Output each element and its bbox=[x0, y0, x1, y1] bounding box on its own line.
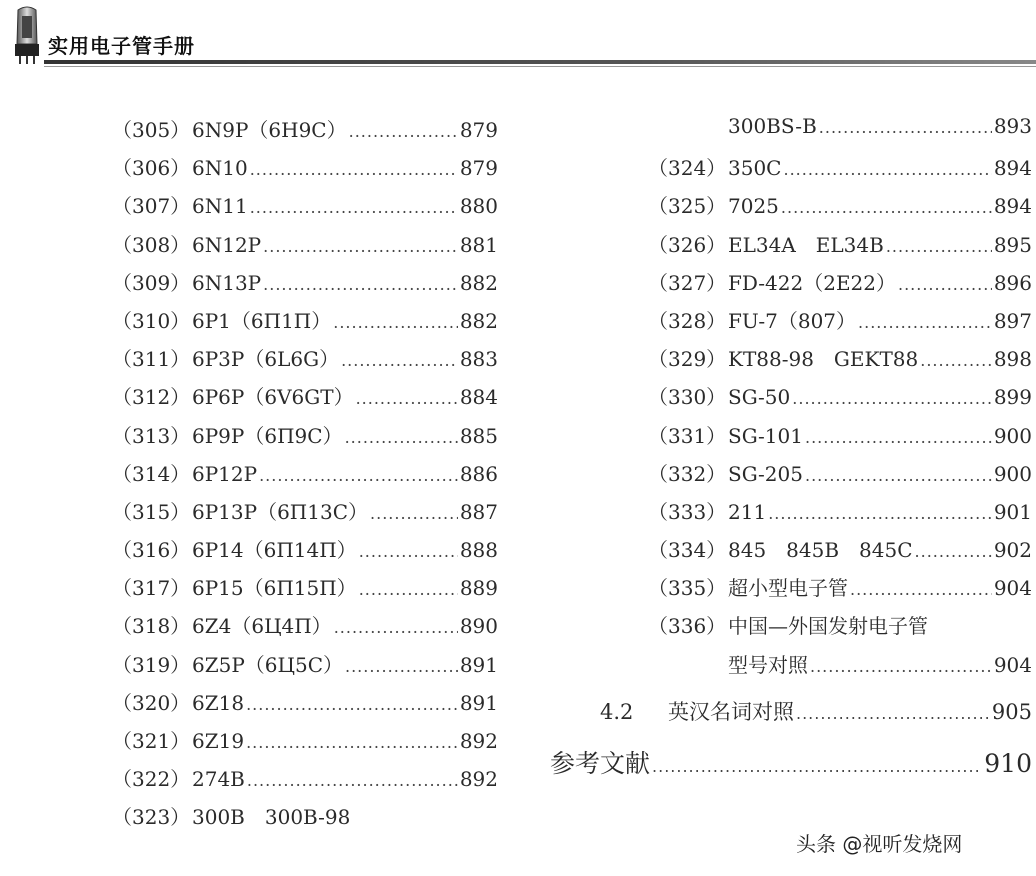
toc-entry bbox=[112, 496, 498, 534]
entry-number: （307） bbox=[112, 194, 191, 219]
entry-page: 882 bbox=[459, 270, 498, 295]
entry-page: 887 bbox=[459, 499, 498, 524]
entry-page: 899 bbox=[993, 385, 1032, 410]
entry-number: （327） bbox=[648, 270, 727, 295]
dot-leader bbox=[370, 504, 458, 523]
entry-number: （310） bbox=[112, 308, 191, 333]
entry-number: （331） bbox=[648, 423, 727, 448]
toc-entry bbox=[112, 305, 498, 343]
header-divider-thin bbox=[44, 66, 1036, 67]
entry-number: （336） bbox=[648, 614, 727, 639]
entry-number: （315） bbox=[112, 499, 191, 524]
toc-entry bbox=[112, 420, 498, 458]
entry-page: 879 bbox=[459, 156, 498, 181]
entry-title: 6P13P（6Π13C） bbox=[192, 499, 369, 524]
entry-number: （334） bbox=[648, 538, 727, 563]
entry-number: （308） bbox=[112, 232, 191, 257]
entry-page: 904 bbox=[993, 652, 1032, 677]
toc-entry bbox=[112, 458, 498, 496]
entry-number: （330） bbox=[648, 385, 727, 410]
toc-right-column bbox=[648, 114, 1032, 687]
entry-title: 6P6P（6V6GT） bbox=[192, 385, 354, 410]
entry-page: 897 bbox=[993, 308, 1032, 333]
dot-leader bbox=[345, 428, 458, 447]
entry-page: 882 bbox=[459, 308, 498, 333]
entry-number: （332） bbox=[648, 461, 727, 486]
toc-entry bbox=[112, 801, 498, 839]
entry-title: 6N10 bbox=[192, 156, 248, 181]
dot-leader bbox=[246, 733, 458, 752]
entry-number: （318） bbox=[112, 614, 191, 639]
entry-page: 890 bbox=[459, 614, 498, 639]
dot-leader bbox=[850, 580, 992, 599]
entry-page: 892 bbox=[459, 767, 498, 792]
entry-page: 888 bbox=[459, 538, 498, 563]
watermark: 头条 @视听发烧网 bbox=[796, 832, 963, 856]
dot-leader bbox=[263, 275, 458, 294]
entry-title: SG-101 bbox=[728, 423, 803, 448]
toc-entry bbox=[112, 267, 498, 305]
dot-leader bbox=[810, 657, 992, 676]
entry-page: 880 bbox=[459, 194, 498, 219]
entry-number: （319） bbox=[112, 652, 191, 677]
entry-page: 894 bbox=[993, 194, 1032, 219]
references-title: 参考文献 bbox=[550, 749, 651, 778]
entry-page: 898 bbox=[993, 347, 1032, 372]
toc-entry bbox=[112, 649, 498, 687]
dot-leader bbox=[359, 542, 458, 561]
entry-page: 892 bbox=[459, 729, 498, 753]
toc-entry bbox=[648, 343, 1032, 381]
toc-entry bbox=[648, 610, 1032, 648]
entry-title: 845 845B 845C bbox=[728, 538, 913, 563]
toc-section-entry bbox=[600, 696, 1032, 726]
entry-page: 883 bbox=[459, 347, 498, 372]
entry-title: 7025 bbox=[728, 194, 779, 219]
toc-entry bbox=[112, 610, 498, 648]
entry-title: 6Z18 bbox=[192, 690, 245, 715]
entry-title: SG-50 bbox=[728, 385, 791, 410]
entry-number: （309） bbox=[112, 270, 191, 295]
dot-leader bbox=[783, 160, 991, 179]
toc-entry bbox=[648, 190, 1032, 228]
entry-title: 6P15（6Π15Π） bbox=[192, 576, 357, 601]
dot-leader bbox=[781, 198, 992, 217]
toc-references-entry bbox=[550, 744, 1032, 780]
entry-number: （320） bbox=[112, 690, 191, 715]
entry-number: （317） bbox=[112, 576, 191, 601]
entry-page: 881 bbox=[459, 232, 498, 257]
entry-page: 889 bbox=[459, 576, 498, 601]
entry-title: 6P9P（6Π9C） bbox=[192, 423, 343, 448]
entry-page: 884 bbox=[459, 385, 498, 410]
section-page: 905 bbox=[991, 700, 1032, 724]
entry-title: 6Z19 bbox=[192, 729, 245, 753]
entry-number: （306） bbox=[112, 156, 191, 181]
entry-title: 6N13P bbox=[192, 270, 262, 295]
references-page: 910 bbox=[984, 749, 1032, 778]
dot-leader bbox=[858, 313, 992, 332]
toc-entry bbox=[112, 343, 498, 381]
dot-leader bbox=[259, 466, 458, 485]
entry-title: 6Z4（6Ц4Π） bbox=[192, 614, 332, 639]
dot-leader bbox=[345, 657, 458, 676]
entry-title: 350C bbox=[728, 156, 782, 181]
toc-entry bbox=[648, 152, 1032, 190]
dot-leader bbox=[819, 118, 992, 137]
toc-entry bbox=[648, 229, 1032, 267]
dot-leader bbox=[349, 122, 458, 141]
toc-entry bbox=[112, 152, 498, 190]
entry-number: （314） bbox=[112, 461, 191, 486]
dot-leader bbox=[768, 504, 992, 523]
toc-entry bbox=[112, 190, 498, 228]
entry-title: KT88-98 GEKT88 bbox=[728, 347, 919, 372]
entry-page: 895 bbox=[993, 232, 1032, 257]
entry-number: （312） bbox=[112, 385, 191, 410]
toc-entry bbox=[648, 458, 1032, 496]
entry-title: 超小型电子管 bbox=[728, 576, 848, 601]
toc-entry bbox=[648, 649, 1032, 687]
toc-entry bbox=[112, 763, 498, 801]
toc-entry bbox=[648, 381, 1032, 419]
toc-entry bbox=[112, 725, 498, 763]
section-title: 英汉名词对照 bbox=[668, 700, 794, 724]
dot-leader bbox=[915, 542, 992, 561]
dot-leader bbox=[250, 160, 458, 179]
entry-page: 886 bbox=[459, 461, 498, 486]
entry-title: 6P1（6Π1Π） bbox=[192, 308, 332, 333]
entry-title: 6P12P bbox=[192, 461, 258, 486]
entry-number: （326） bbox=[648, 232, 727, 257]
toc-entry bbox=[648, 534, 1032, 572]
entry-number: （333） bbox=[648, 499, 727, 524]
entry-number: （321） bbox=[112, 729, 191, 753]
entry-page: 901 bbox=[993, 499, 1032, 524]
dot-leader bbox=[247, 771, 458, 790]
toc-left-column bbox=[112, 114, 498, 840]
entry-title: 6N12P bbox=[192, 232, 262, 257]
entry-page: 900 bbox=[993, 423, 1032, 448]
header-divider bbox=[44, 60, 1036, 64]
entry-title: 300BS-B bbox=[728, 114, 817, 138]
entry-title: 6P14（6Π14Π） bbox=[192, 538, 357, 563]
section-number: 4.2 bbox=[600, 700, 634, 724]
toc-entry bbox=[648, 267, 1032, 305]
entry-page: 885 bbox=[459, 423, 498, 448]
entry-title: SG-205 bbox=[728, 461, 803, 486]
entry-title: 211 bbox=[728, 499, 767, 524]
dot-leader bbox=[356, 389, 458, 408]
dot-leader bbox=[359, 580, 458, 599]
dot-leader bbox=[920, 351, 992, 370]
entry-number: （311） bbox=[112, 347, 191, 372]
entry-page: 900 bbox=[993, 461, 1032, 486]
dot-leader bbox=[898, 275, 992, 294]
dot-leader bbox=[263, 237, 458, 256]
entry-page: 891 bbox=[459, 690, 498, 715]
toc-entry bbox=[112, 229, 498, 267]
dot-leader bbox=[652, 757, 982, 776]
entry-number: （324） bbox=[648, 156, 727, 181]
book-title: 实用电子管手册 bbox=[48, 34, 195, 58]
entry-title: 6P3P（6L6G） bbox=[192, 347, 340, 372]
toc-entry bbox=[648, 420, 1032, 458]
page-header bbox=[0, 0, 1036, 70]
entry-page: 893 bbox=[993, 114, 1032, 138]
entry-page: 902 bbox=[993, 538, 1032, 563]
dot-leader bbox=[792, 389, 992, 408]
entry-title: 300B 300B-98 bbox=[192, 805, 351, 830]
entry-title: 274B bbox=[192, 767, 245, 792]
entry-number: （316） bbox=[112, 538, 191, 563]
entry-number: （328） bbox=[648, 308, 727, 333]
vacuum-tube-icon bbox=[10, 4, 44, 66]
toc-entry bbox=[648, 114, 1032, 152]
toc-entry bbox=[648, 572, 1032, 610]
entry-page: 891 bbox=[459, 652, 498, 677]
entry-number: （335） bbox=[648, 576, 727, 601]
dot-leader bbox=[246, 695, 458, 714]
dot-leader bbox=[341, 351, 458, 370]
entry-page: 896 bbox=[993, 270, 1032, 295]
entry-number: （313） bbox=[112, 423, 191, 448]
dot-leader bbox=[250, 198, 458, 217]
dot-leader bbox=[886, 237, 992, 256]
entry-number: （325） bbox=[648, 194, 727, 219]
toc-entry bbox=[112, 114, 498, 152]
entry-number: （323） bbox=[112, 805, 191, 830]
dot-leader bbox=[334, 618, 458, 637]
entry-title: 6N11 bbox=[192, 194, 248, 219]
entry-title: 6N9P（6H9C） bbox=[192, 118, 347, 142]
entry-title: 中国—外国发射电子管 bbox=[728, 614, 928, 639]
entry-title: 6Z5P（6Ц5C） bbox=[192, 652, 343, 677]
toc-entry bbox=[112, 381, 498, 419]
entry-title: EL34A EL34B bbox=[728, 232, 884, 257]
entry-title: FU-7（807） bbox=[728, 308, 857, 333]
toc-entry bbox=[112, 687, 498, 725]
toc-entry bbox=[648, 305, 1032, 343]
entry-page: 879 bbox=[459, 118, 498, 142]
toc-entry bbox=[112, 572, 498, 610]
entry-number: （329） bbox=[648, 347, 727, 372]
toc-entry bbox=[112, 534, 498, 572]
dot-leader bbox=[805, 428, 992, 447]
dot-leader bbox=[796, 704, 990, 723]
entry-title: FD-422（2E22） bbox=[728, 270, 896, 295]
entry-number: （305） bbox=[112, 118, 191, 142]
dot-leader bbox=[333, 313, 458, 332]
entry-number: （322） bbox=[112, 767, 191, 792]
dot-leader bbox=[805, 466, 992, 485]
entry-page: 894 bbox=[993, 156, 1032, 181]
entry-page: 904 bbox=[993, 576, 1032, 601]
toc-entry bbox=[648, 496, 1032, 534]
entry-title: 型号对照 bbox=[728, 652, 808, 677]
